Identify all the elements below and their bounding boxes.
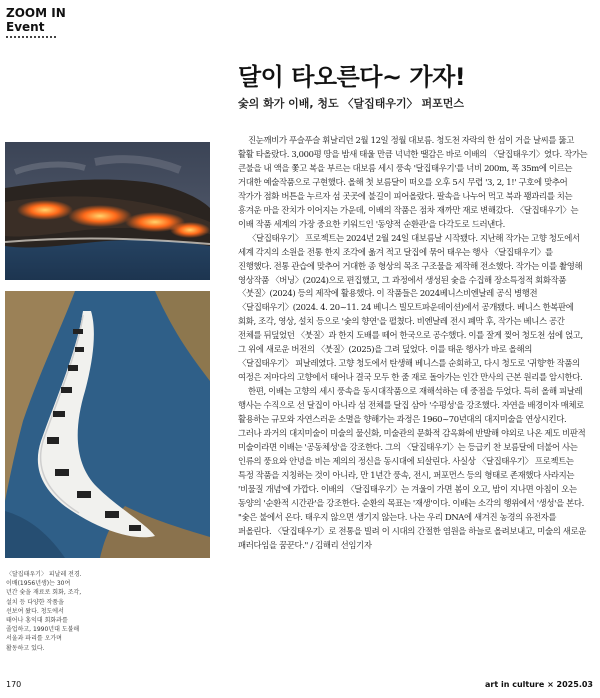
subsection-name: Event [6, 20, 45, 34]
section-name: ZOOM IN [6, 6, 66, 20]
article-body [238, 134, 588, 553]
finale-island-aerial-photo [5, 291, 210, 558]
page-number: 170 [6, 680, 22, 689]
article-subtitle: 숯의 화가 이배, 청도 〈달집태우기〉 퍼포먼스 [238, 97, 464, 110]
article-title: 달이 타오른다~ 가자! [238, 63, 466, 91]
body-paragraph: 한편, 이배는 고향의 세시 풍속을 동시대작품으로 재해석하는 데 중점을 두었다. 특히 올해 피날레 행사는 수직으로 선 달집이 아니라 섬 전체를 달집 삼아 '수평성'을 강조했다. 자연을 배경이자 매체로 활용하는 규모와 자연스러운 소멸을 향해가는 과정은 1960~70년대의 대지미술을 연상시킨다. 그러나 과거의 대지미술이 미술의 물신화, 미술관의 문화적 감옥화에 반발해 야외로 나온 제도 비판적 미술이라면 이배는 '공동체성'을 강조한다. 그의 〈달집태우기〉는 등급키 찬 보름달에 더불어 사는 인류의 풍요와 안녕을 비는 제의의 정신을 동시대에 되살린다. 사실상 〈달집태우기〉 프로젝트는 특정 작품을 지칭하는 것이 아니라, 만 1년간 풍속, 전시, 퍼포먼스 등의 형태로 존재했다 사라지는 '비물질 개념'에 가깝다. 이배의 〈달집태우기〉는 겨울이 가면 봄이 오고, 밤이 지나면 아침이 오는 동양의 '순환적 시간관'을 강조한다. 순환의 목표는 '재생'이다. 이배는 소각의 행위에서 '생성'을 본다. "숯은 불에서 온다. 태우지 않으면 생기지 않는다. 나는 우리 DNA에 새겨진 농경의 유전자를 퍼올린다. 〈달집태우기〉로 전통을 빌려 이 시대의 간절한 염원을 하늘로 올려보내고, 미술의 새로운 패러다임을 꿈꾼다." / 김해리 선임기자 [238, 386, 586, 550]
section-label [6, 6, 66, 34]
magazine-issue: art in culture × 2025.03 [485, 680, 593, 689]
body-paragraph: 진눈깨비가 푸슬푸슬 휘날리던 2월 12일 정월 대보름. 청도천 자락의 한 섬이 거을 날씨를 뚫고 활활 타올랐다. 3,000평 땅을 밤새 태울 만큼 넉넉한 땔감은 바로 이배의 〈달집태우기〉였다. 작가는 큰불을 내 액을 쫓고 복을 부르는 대보름 세시 풍속 '달집태우기'를 너비 200m, 폭 35m에 이르는 거대한 예술작품으로 구현했다. 올해 첫 보름달이 떠오를 오후 5시 무렵 '3, 2, 1!' 구호에 맞추어 작가가 점화 버튼을 누르자 섬 곳곳에 불길이 피어올랐다. 팔속을 나누어 먹고 북과 꽹과리를 치는 흥겨운 마을 잔치가 이어지는 가운데, 이배의 작품은 점차 재까만 재로 변해갔다. 〈달집태우기〉는 이배 작품 세계의 가장 중요한 키워드인 '동양적 순환관'을 다각도로 드러낸다. [238, 135, 588, 229]
body-paragraph: 〈달집태우기〉 프로젝트는 2024년 2월 24일 대보름날 시작됐다. 지난해 작가는 고향 청도에서 세계 각지의 소원을 전통 한지 조각에 옮겨 적고 달집에 묶어 태우는 행사 〈달집태우기〉를 진행했다. 전통 관습에 맞추어 거대한 종 형상의 목조 구조물을 제작해 전소했다. 작가는 이를 촬영해 영상작품 〈버닝〉(2024)으로 편집했고, 그 과정에서 생성된 숯을 수집해 장소특정적 회화작품 〈붓질〉(2024) 등의 제작에 활용했다. 이 작품들은 2024베니스비엔날레 공식 병행전 〈달집태우기〉(2024. 4. 20~11. 24 베니스 빌모트파운데이션)에서 공개됐다. 베니스 한복판에 회화, 조각, 영상, 설치 등으로 '숯의 향연'을 펼쳤다. 비엔날레 전시 폐막 후, 작가는 베니스 공간 전체를 뒤덮었던 〈붓질〉과 한지 도배를 떼어 한국으로 공수했다. 이를 잘게 찢어 청도천 섬에 얹고, 그 위에 새로운 버전의 〈붓질〉(2025)을 그려 덮었다. 이를 태운 행사가 바로 올해의 〈달집태우기〉 피날레였다. 고향 청도에서 탄생해 베니스를 순회하고, 다시 청도로 '귀향'한 작품의 여정은 저마다의 고향에서 태어나 결국 모두 한 줌 재로 돌아가는 인간 만사의 근본 원리를 암시한다. [238, 232, 583, 383]
photo-caption: 〈달집태우기〉 피날레 전경. 이배(1956년생)는 30여 년간 숯을 재료로 회화, 조각, 설치 등 다양한 작품을 선보여 왔다. 청도에서 태어나 홍익대 회화과를 졸업하고, 1990년대 도불해 서울과 파리를 오가며 활동하고 있다. [6, 571, 82, 652]
finale-burning-island-photo [5, 142, 210, 280]
section-divider [6, 36, 56, 38]
